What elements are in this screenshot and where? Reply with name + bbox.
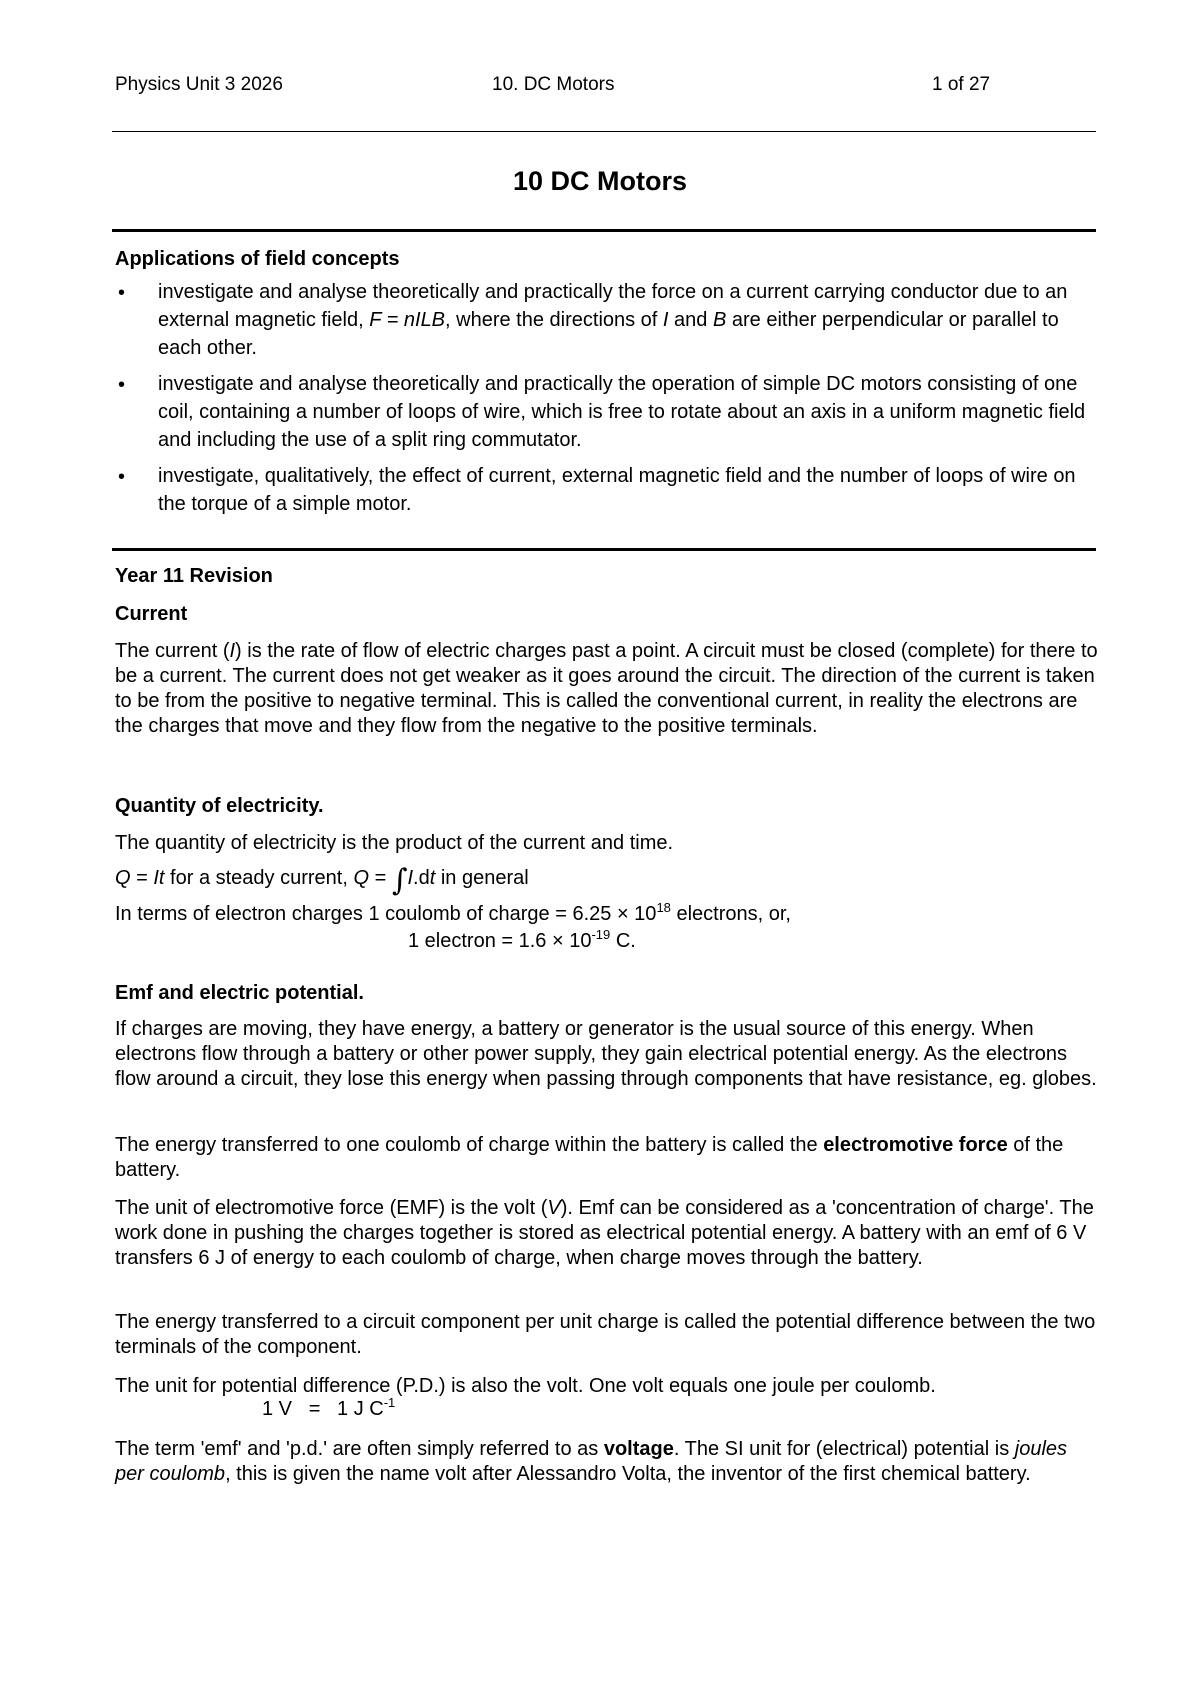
emf-heading: Emf and electric potential.	[115, 982, 364, 1004]
header-page-number: 1 of 27	[932, 74, 991, 95]
title-rule	[112, 229, 1096, 232]
header-course: Physics Unit 3 2026	[115, 74, 283, 95]
bullet-icon: •	[118, 282, 126, 304]
volt-equation: 1 V = 1 J $C^{-1}$	[262, 1395, 396, 1420]
emf-paragraph-6: The term 'emf' and 'p.d.' are often simply referred to as voltage. The SI unit for (electrical) potential is joules per coulomb, this is given the name volt after Alessandro Volta, the inventor of the first chemical battery.	[115, 1438, 1068, 1485]
electron-charge-equation: 1 electron = $1.6 \times 10^{-19}$ C.	[408, 927, 636, 952]
header-rule	[112, 131, 1096, 132]
applications-item-1: investigate and analyse theoretically and practically the force on a current carrying conductor due to an external magnetic field, F = nILB, where the directions of I and B are either perpendicular or parallel to each other.	[158, 281, 1068, 359]
emf-paragraph-1: If charges are moving, they have energy, a battery or generator is the usual source of this energy. When electrons flow through a battery or other power supply, they gain electrical potential energy. As the electrons flow around a circuit, they lose this energy when passing through components that have resistance, eg. globes.	[115, 1018, 1097, 1090]
applications-item-3: investigate, qualitatively, the effect of current, external magnetic field and the number of loops of wire on the torque of a simple motor.	[158, 465, 1076, 515]
page-title: 10 DC Motors	[512, 166, 688, 196]
quantity-line-3: In terms of electron charges 1 coulomb of charge = $6.25 \times 10^{18}$ electrons, or,	[115, 900, 791, 925]
applications-item-2: investigate and analyse theoretically and practically the operation of simple DC motors consisting of one coil, containing a number of loops of wire, which is free to rotate about an axis in a uniform magnetic field and including the use of a split ring commutator.	[158, 373, 1086, 451]
emf-paragraph-4: The energy transferred to a circuit component per unit charge is called the potential difference between the two terminals of the component.	[115, 1311, 1096, 1358]
section-rule	[112, 548, 1096, 551]
current-paragraph: The current (I) is the rate of flow of electric charges past a point. A circuit must be closed (complete) for there to be a current. The current does not get weaker as it goes around the circuit. The direction of the current is taken to be from the positive to negative terminal. This is called the conventional current, in reality the electrons are the charges that move and they flow from the negative to the positive terminals.	[115, 640, 1098, 737]
current-heading: Current	[115, 603, 188, 625]
integral-sign: ∫	[391, 863, 408, 898]
emf-paragraph-2: The energy transferred to one coulomb of charge within the battery is called the electromotive force of the battery.	[115, 1134, 1064, 1181]
header-chapter: 10. DC Motors	[492, 74, 615, 95]
emf-paragraph-3: The unit of electromotive force (EMF) is the volt (V). Emf can be considered as a 'concentration of charge'. The work done in pushing the charges together is stored as electrical potential energy. A battery with an emf of 6 V transfers 6 J of energy to each coulomb of charge, when charge moves through the battery.	[115, 1197, 1094, 1269]
applications-heading: Applications of field concepts	[115, 248, 400, 270]
quantity-line-1: The quantity of electricity is the product of the current and time.	[115, 832, 674, 854]
quantity-equation: Q = It for a steady current, Q = ∫I.dt in general	[115, 863, 529, 898]
emf-paragraph-5: The unit for potential difference (P.D.) is also the volt. One volt equals one joule per coulomb.	[115, 1375, 936, 1397]
revision-heading: Year 11 Revision	[115, 565, 273, 587]
quantity-heading: Quantity of electricity.	[115, 795, 324, 817]
bullet-icon: •	[118, 374, 126, 396]
bullet-icon: •	[118, 466, 126, 488]
